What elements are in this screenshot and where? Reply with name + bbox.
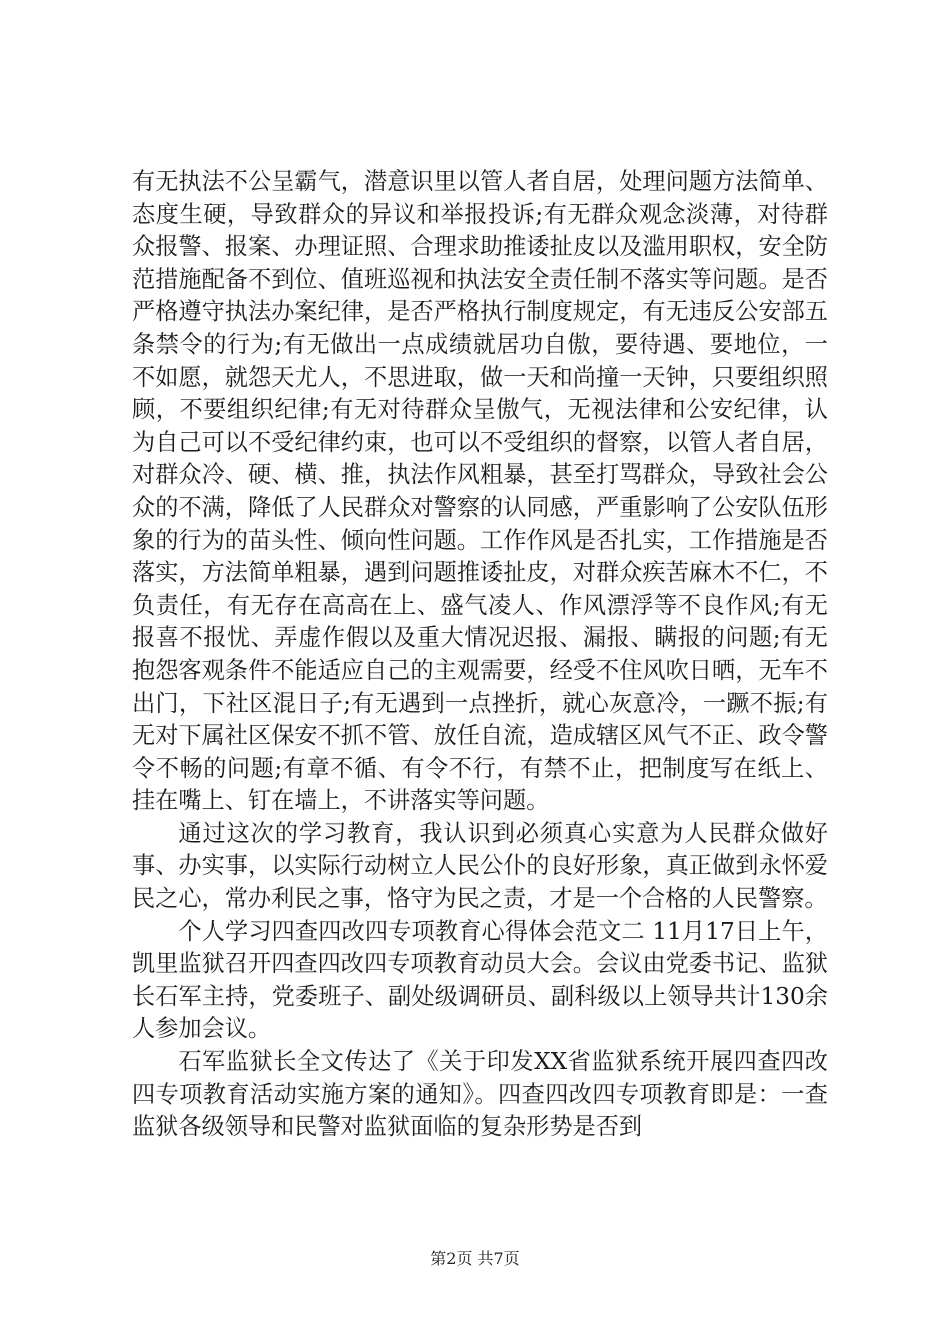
paragraph-4: 石军监狱长全文传达了《关于印发XX省监狱系统开展四查四改四专项教育活动实施方案的通知》。四查四改四专项教育即是：一查监狱各级领导和民警对监狱面临的复杂形势是否到 (132, 1048, 828, 1141)
paragraph-1: 有无执法不公呈霸气，潜意识里以管人者自居，处理问题方法简单、态度生硬，导致群众的异议和举报投诉;有无群众观念淡薄，对待群众报警、报案、办理证照、合理求助推诿扯皮以及滥用职权，安全防范措施配备不到位、值班巡视和执法安全责任制不落实等问题。是否严格遵守执法办案纪律，是否严格执行制度规定，有无违反公安部五条禁令的行为;有无做出一点成绩就居功自傲，要待遇、要地位，一不如愿，就怨天尤人，不思进取，做一天和尚撞一天钟，只要组织照顾，不要组织纪律;有无对待群众呈傲气，无视法律和公安纪律，认为自己可以不受纪律约束，也可以不受组织的督察，以管人者自居，对群众冷、硬、横、推，执法作风粗暴，甚至打骂群众，导致社会公众的不满，降低了人民群众对警察的认同感，严重影响了公安队伍形象的行为的苗头性、倾向性问题。工作作风是否扎实，工作措施是否落实，方法简单粗暴，遇到问题推诿扯皮，对群众疾苦麻木不仁，不负责任，有无存在高高在上、盛气凌人、作风漂浮等不良作风;有无报喜不报忧、弄虚作假以及重大情况迟报、漏报、瞒报的问题;有无抱怨客观条件不能适应自己的主观需要，经受不住风吹日晒，无车不出门，下社区混日子;有无遇到一点挫折，就心灰意冷，一蹶不振;有无对下属社区保安不抓不管、放任自流，造成辖区风气不正、政令警令不畅的问题;有章不循、有令不行，有禁不止，把制度写在纸上、挂在嘴上、钉在墙上，不讲落实等问题。 (132, 168, 828, 815)
paragraph-2: 通过这次的学习教育，我认识到必须真心实意为人民群众做好事、办实事，以实际行动树立人民公仆的良好形象，真正做到永怀爱民之心，常办利民之事，恪守为民之责，才是一个合格的人民警察。 (132, 819, 828, 913)
document-body (132, 166, 828, 1144)
page-number-footer: 第2页 共7页 (430, 1249, 520, 1268)
paragraph-3: 个人学习四查四改四专项教育心得体会范文二 11月17日上午，凯里监狱召开四查四改四专项教育动员大会。会议由党委书记、监狱长石军主持，党委班子、副处级调研员、副科级以上领导共计130余人参加会议。 (132, 917, 828, 1043)
